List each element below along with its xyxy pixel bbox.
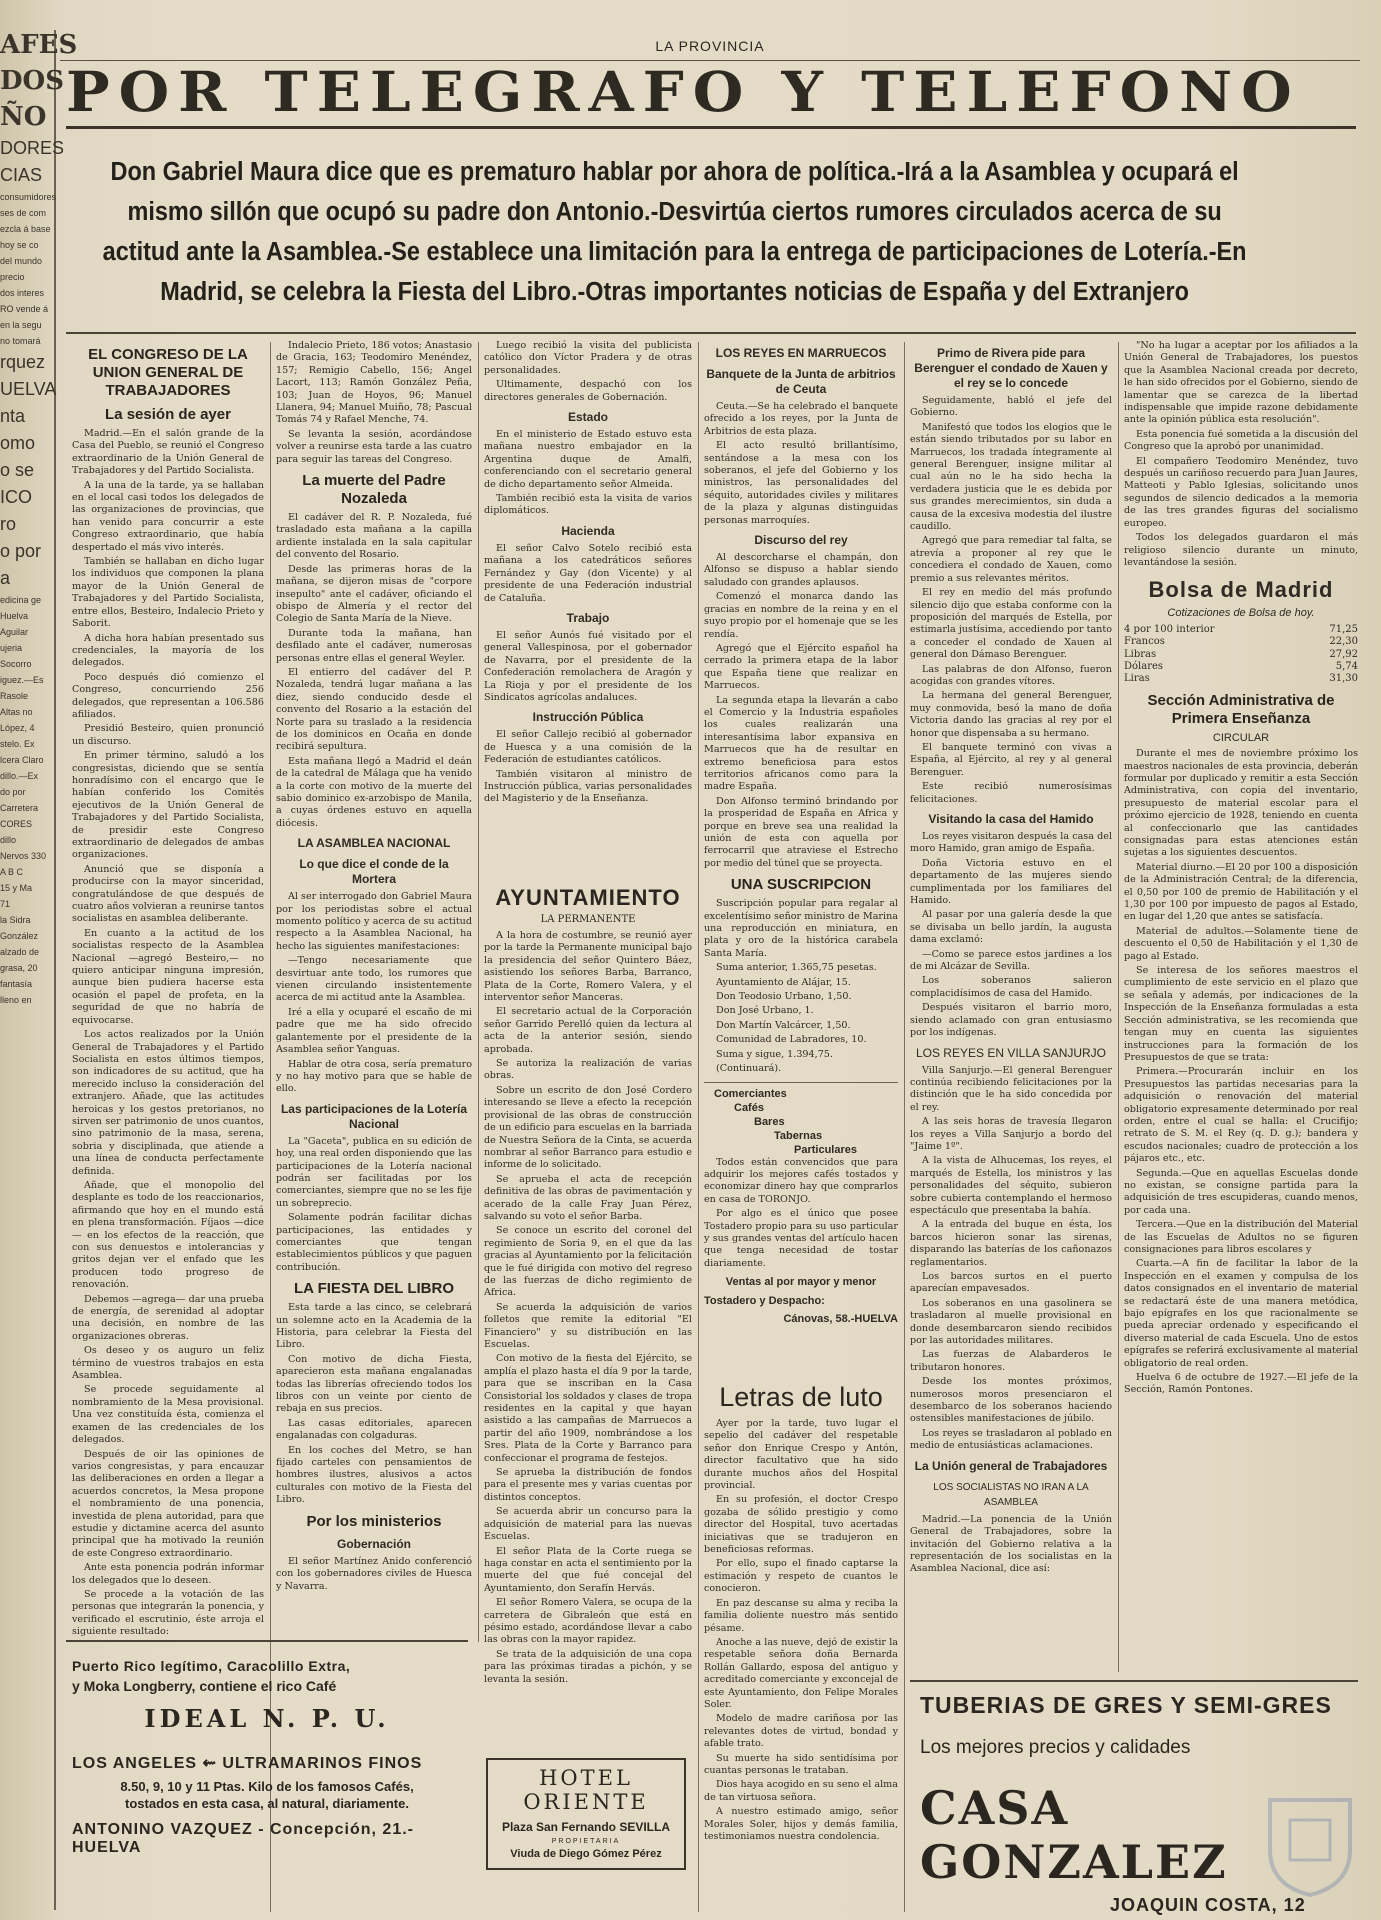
article-paragraph: Los reyes visitaron después la casa del moro Hamido, gran amigo de España.	[910, 831, 1112, 855]
strip-fragment: Rasole	[0, 691, 29, 701]
article-paragraph: (Continuará).	[716, 1063, 782, 1075]
article-body	[484, 429, 692, 518]
article-subheading: Discurso del rey	[754, 533, 848, 548]
article-body	[276, 1556, 472, 1593]
advert-owner: ANTONINO VAZQUEZ - Concepción, 21.-HUELVA	[72, 1821, 414, 1856]
article-paragraph: Al ser interrogado don Gabriel Maura por los periodistas sobre el actual momento político y acerca de su actitud respecto a la Asamblea Nacional, ha hecho las siguientes manifestaciones:	[276, 891, 472, 952]
article-body	[910, 1065, 1112, 1453]
bolsa-value: 22,30	[1329, 636, 1358, 648]
strip-fragment: rquez	[0, 352, 46, 372]
strip-fragment: RO vende á	[0, 304, 49, 314]
article-subheading: La sesión de ayer	[105, 406, 231, 423]
article-paragraph: Los actos realizados por la Unión General de Trabajadores y el Partido Socialista en estos últimos tiempos, son indicadores de su actitud, que ha merecido incluso la consideración del extranjero. Añade, que las actitudes heroicas y los gestos pretorianos, no sirven ser patrimonio de unos cuantos, sino patrimonio de la masa, serena, sobria y disciplinada, que atiende a una línea de conducta perfectamente definida.	[72, 1029, 264, 1177]
strip-fragment: 71	[0, 899, 11, 909]
article-paragraph: Esta tarde a las cinco, se celebrará un solemne acto en la Academia de la Historia, para celebrar la Fiesta del Libro.	[276, 1302, 472, 1351]
strip-fragment: nta	[0, 406, 26, 426]
strip-fragment: a	[0, 568, 11, 588]
ideal-npu-advert	[66, 1640, 468, 1912]
column-divider	[478, 342, 479, 1642]
strip-fragment: ujeria	[0, 643, 23, 653]
article-paragraph: Suma y sigue, 1.394,75.	[716, 1048, 833, 1060]
article-paragraph: Al pasar por una galería desde la que se divisaba un bello jardín, la augusta dama exclamó:	[910, 909, 1112, 946]
strip-fragment: hoy se co	[0, 240, 39, 250]
article-body	[276, 1136, 472, 1274]
article-paragraph: Los barcos surtos en el puerto aparecían empavesados.	[910, 1271, 1112, 1295]
bolsa-row	[1124, 624, 1358, 636]
article-paragraph: El señor Calvo Sotelo recibió esta mañana a los catedráticos señores Fernández y Gay (don Vicente) y al presidente de una Federación industrial de Cataluña.	[484, 542, 692, 604]
article-paragraph: Se trata de la adquisición de una copa para las próximas tiradas a pichón, y se levanta la sesión.	[484, 1648, 692, 1685]
article-heading: La Unión general de Trabajadores	[914, 1458, 1108, 1473]
article-paragraph: El señor Martínez Anido conferenció con los gobernadores civiles de Huesca y Navarra.	[276, 1555, 472, 1592]
article-body	[704, 898, 898, 1075]
article-paragraph: Esta mañana llegó a Madrid el deán de la catedral de Málaga que ha venido a la corte con motivo de la muerte del sabio dominico ex-arzobispo de Manila, a cuyas órdenes estuvo en aquella diócesis.	[276, 755, 472, 829]
strip-fragment: dillo	[0, 835, 17, 845]
article-paragraph: Añade, que el monopolio del desplante es todo de los reaccionarios, afirmando que hoy en el mundo está en plena transformación. Fíjaos —dice— en los efectos de la reacción, que con sus denuestos e intolerancias y gritos dejan ver el enfado que les producen todo progreso de renovación.	[72, 1179, 264, 1291]
article-heading: AYUNTAMIENTO	[495, 885, 681, 910]
hotel-address: Plaza San Fernando SEVILLA	[501, 1820, 671, 1834]
article-paragraph: A nuestro estimado amigo, señor Morales Soler, hijos y demás familia, testimoniamos nuestra condolencia.	[704, 1806, 898, 1842]
article-paragraph: Segunda.—Que en aquellas Escuelas donde no existan, se consigne partida para la adquisición de tres escupideras, cuando menos, por cada una.	[1124, 1167, 1358, 1216]
strip-fragment: DORES	[0, 138, 65, 158]
bolsa-label: Francos	[1124, 636, 1165, 648]
article-subheading: LA PERMANENTE	[540, 914, 636, 925]
strip-fragment: López, 4	[0, 723, 35, 733]
advert-address: JOAQUIN COSTA, 12	[1110, 1895, 1306, 1915]
strip-fragment: Huelva	[0, 611, 29, 621]
article-heading: Trabajo	[566, 610, 610, 625]
article-paragraph: A la entrada del buque en ésta, los barcos hicieron sonar las sirenas, disparando las baterías de los cañonazos reglamentarios.	[910, 1219, 1112, 1268]
strip-fragment: del mundo	[0, 256, 43, 266]
article-paragraph: El entierro del cadáver del P. Nozaleda, tendrá lugar mañana a las diez, siendo conducido desde el convento del Rosario a la estación del Norte para su traslado a la residencia de los dominicos en Ocaña en donde recibirá sepultura.	[276, 666, 472, 753]
article-body	[276, 1302, 472, 1507]
article-paragraph: Manifestó que todos los elogios que le están siendo tributados por su labor en Marruecos, los tradada íntegramente al general Berenguer, insigne militar al cual aún no le ha sido hecha la verdadera justicia que le es debida por sus grandes merecimientos, sin duda a causa de la excesiva modestia del ilustre caudillo.	[910, 421, 1112, 533]
article-paragraph: A dicha hora habían presentado sus credenciales, la mayoría de los delegados.	[72, 632, 264, 669]
article-paragraph: Cuarta.—A fin de facilitar la labor de la Inspección en el examen y compulsa de los datos consignados en el inventario de material se redactará éste de una manera metódica, bajo epígrafes en los que racionalmente se pueda apreciar ordenado y especificando el diverso material de cada Escuela. Uno de estos epígrafes se referirá exclusivamente al material obligatorio de real orden.	[1124, 1258, 1358, 1369]
article-body	[276, 512, 472, 830]
toronjo-advert	[704, 1082, 898, 1326]
article-body	[484, 729, 692, 805]
article-paragraph: Don Teodosio Urbano, 1,50.	[716, 991, 852, 1003]
article-paragraph: Dios haya acogido en su seno el alma de tan virtuosa señora.	[704, 1779, 898, 1803]
article-paragraph: Se interesa de los señores maestros el cumplimiento de este servicio en el plazo que se señala y además, por indicaciones de la Inspección de la Enseñanza formuladas a esta Sección administrativa, se les recomienda que tengan muy en cuenta las siguientes instrucciones para la formación de los Presupuestos de que se trata:	[1124, 965, 1358, 1063]
bolsa-row	[1124, 649, 1358, 661]
article-heading: Visitando la casa del Hamido	[928, 812, 1094, 826]
strip-fragment: CIAS	[0, 165, 43, 185]
column-six	[1124, 340, 1358, 1660]
column-divider	[1118, 342, 1119, 1672]
article-paragraph: Comunidad de Labradores, 10.	[716, 1034, 867, 1046]
article-congreso-ugt	[72, 340, 264, 1638]
column-divider	[698, 342, 699, 1912]
strip-fragment: do por	[0, 787, 26, 797]
strip-fragment: AFES	[0, 30, 78, 60]
article-body	[910, 831, 1112, 1040]
article-paragraph: También se hallaban en dicho lugar los individuos que componen la plana mayor de la Unión General de Trabajadores y del Partido Socialista, entre ellos, Besteiro, Indalecio Prieto y Saborit.	[72, 556, 264, 630]
advert-prices: 8.50, 9, 10 y 11 Ptas. Kilo de los famosos Cafés,	[120, 1779, 414, 1794]
article-paragraph: El secretario actual de la Corporación señor Garrido Perelló quien da lectura al acta de la anterior sesión, siendo aprobada.	[484, 1006, 692, 1055]
advert-ventas: Ventas al por mayor y menor	[725, 1276, 877, 1289]
article-paragraph: Iré a ella y ocuparé el escaño de mi padre que me ha sido ofrecido galantemente por el presidente de la Asamblea señor Yanguas.	[276, 1006, 472, 1056]
article-subheading: Gobernación	[336, 1536, 411, 1551]
article-paragraph: La "Gaceta", publica en su edición de hoy, una real orden disponiendo que las participaciones de la Lotería nacional podrán ser facilitadas por los comerciantes, siempre que no se les fije un sobreprecio.	[276, 1135, 472, 1209]
article-paragraph: Desde las primeras horas de la mañana, se dijeron misas de "corpore insepulto" ante el cadáver, oficiando el obispo de Almería y el rector del Colegio de Santa María de la Nieve.	[276, 563, 472, 625]
article-paragraph: Os deseo y os auguro un feliz término de vuestros trabajos en esta Asamblea.	[72, 1345, 264, 1382]
headline-rule	[66, 332, 1356, 334]
article-paragraph: Los soberanos en una gasolinera se trasladaron al muelle provisional en donde desembarcaron siendo recibidos por las autoridades militares.	[910, 1297, 1112, 1347]
article-heading: Las participaciones de la Lotería Nacional	[280, 1101, 468, 1131]
column-two	[276, 340, 472, 1600]
article-paragraph: Ayer por la tarde, tuvo lugar el sepelio del cadáver del respetable señor don Enrique Crespo y Antón, director facultativo que ha sido durante muchos años del Hospital provincial.	[704, 1418, 898, 1492]
strip-fragment: ICO	[0, 487, 33, 507]
article-paragraph: Don Martín Valcárcer, 1,50.	[716, 1019, 851, 1031]
article-paragraph: A la hora de costumbre, se reunió ayer por la tarde la Permanente municipal bajo la presidencia del señor Quintero Báez, asistiendo los señores Barba, Barranco, Plata de la Corte, Romero Valera, y el interventor señor Manceras.	[484, 930, 692, 1004]
column-five	[910, 340, 1112, 1660]
strip-fragment: UELVA	[0, 379, 57, 399]
advert-line: Bares	[754, 1115, 785, 1128]
article-paragraph: Agregó que para remediar tal falta, se atrevía a proponer al rey que le concediera el condado de Xauen, como premio a sus relevantes méritos.	[910, 535, 1112, 584]
article-paragraph: Huelva 6 de octubre de 1927.—El jefe de la Sección, Ramón Pontones.	[1124, 1372, 1358, 1396]
article-paragraph: Se acuerda la adquisición de varios folletos que remite la editorial "El Financiero" y su distribución en las Escuelas.	[484, 1301, 692, 1350]
article-paragraph: Doña Victoria estuvo en el departamento de las mujeres siendo cumplimentada por los familiares del Hamido.	[910, 857, 1112, 907]
article-paragraph: Todos los delegados guardaron el más religioso silencio durante un minuto, levantándose la sesión.	[1124, 532, 1358, 568]
article-paragraph: Solamente podrán facilitar dichas participaciones, las entidades y comerciantes que tengan establecimientos públicos y que paguen contribución.	[276, 1212, 472, 1273]
article-paragraph: Ante esta ponencia podrán informar los delegados que lo deseen.	[72, 1562, 264, 1586]
article-paragraph: A la una de la tarde, ya se hallaban en el local casi todos los delegados de las organizaciones de provincias, que han venido para concurrir a este Congreso extraordinario, que había despertado el más vivo interés.	[72, 479, 264, 553]
article-body	[704, 552, 898, 870]
article-paragraph: Por algo es el único que posee Tostadero propio para su uso particular y sus grandes ventas del artículo hacen que tenga necesidad de tostar diariamente.	[704, 1208, 898, 1269]
article-paragraph: La segunda etapa la llevarán a cabo el Comercio y la Industria españoles los cuales realizarán una interesantísima labor expansiva en Marruecos que ha de resultar en extremo beneficiosa para estos territorios africanos como para la madre España.	[704, 694, 898, 793]
article-paragraph: También visitaron al ministro de Instrucción pública, varias personalidades del Magisterio y de la Enseñanza.	[484, 768, 692, 805]
bolsa-row	[1124, 673, 1358, 685]
strip-fragment: dillo.—Ex	[0, 771, 39, 781]
strip-fragment: Carretera	[0, 803, 39, 813]
strip-fragment: Socorro	[0, 659, 32, 669]
article-subheading: Lo que dice el conde de la Mortera	[299, 857, 449, 887]
article-paragraph: El señor Aunós fué visitado por el general Vallespinosa, por el gobernador de Navarra, por el presidente de la Confederación remolachera de Aragón y La Rioja y por el presidente de los Sindicatos agrícolas andaluces.	[484, 629, 692, 703]
bolsa-value: 5,74	[1335, 660, 1358, 672]
article-paragraph: Luego recibió la visita del publicista católico don Víctor Pradera y de otras personalidades.	[484, 340, 692, 376]
article-paragraph: El cadáver del R. P. Nozaleda, fué trasladado esta mañana a la capilla ardiente instalada en la sala capitular del convento del Rosario.	[276, 512, 472, 561]
article-paragraph: Los reyes se trasladaron al poblado en medio de entusiásticas aclamaciones.	[910, 1427, 1112, 1452]
article-heading: Primo de Rivera pide para Berenguer el condado de Xauen y el rey se lo concede	[914, 346, 1108, 390]
article-paragraph: —Como se parece estos jardines a los de mi Alcázar de Sevilla.	[910, 948, 1112, 973]
article-heading: Bolsa de Madrid	[1148, 577, 1334, 603]
article-paragraph: En los coches del Metro, se han fijado carteles con pensamientos de hombres ilustres, alusivos a actos culturales con motivo de la Fiesta del Libro.	[276, 1444, 472, 1506]
article-paragraph: La hermana del general Berenguer, muy conmovida, besó la mano de doña Victoria dando las gracias al rey por el honor que dispensaba a su hermano.	[910, 690, 1112, 739]
article-paragraph: Poco después dió comienzo el Congreso, concurriendo 256 delegados, que representan a 106.586 afiliados.	[72, 671, 264, 720]
article-paragraph: Ayuntamiento de Alájar, 15.	[716, 976, 851, 988]
strip-fragment: ses de com	[0, 208, 47, 218]
article-paragraph: Primera.—Procurarán incluir en los Presupuestos las partidas necesarias para la adquisición o renovación del material obligatorio expresamente determinado por real orden, entre el cual se halla: el Crucifijo; retrato de S. M. el Rey (q. D. g.); bandera y escudos nacionales; cuadro de protección a los pájaros etc., etc.	[1124, 1066, 1358, 1165]
strip-fragment: lcera Claro	[0, 755, 44, 765]
article-paragraph: Don Alfonso terminó brindando por la prosperidad de España en Africa y porque en breve sea una realidad la unión de esta con aquella por ferrocarril que atraviese el Estrecho por medio del túnel que se proyecta.	[704, 795, 898, 869]
advert-line: Comerciantes	[714, 1087, 787, 1100]
title-rule	[66, 126, 1356, 129]
strip-fragment: ÑO	[0, 102, 47, 132]
article-paragraph: Modelo de madre cariñosa por las relevantes dotes de virtud, bondad y afable trato.	[704, 1713, 898, 1750]
strip-fragment: A B C	[0, 867, 24, 877]
bolsa-label: Dólares	[1124, 660, 1164, 672]
article-paragraph: Madrid.—La ponencia de la Unión General de Trabajadores, sobre la invitación del Gobierno relativa a la representación de los socialistas en la Asamblea Nacional, dice así:	[910, 1513, 1112, 1575]
article-paragraph: Madrid.—En el salón grande de la Casa del Pueblo, se reunió el Congreso extraordinario de la Unión General de Trabajadores y del Partido Socialista.	[72, 428, 264, 477]
article-body	[484, 930, 692, 1686]
article-paragraph: Se conoce un escrito del coronel del regimiento de Soria 9, en el que da las gracias al Ayuntamiento por la felicitación que le fué dirigida con motivo del regreso de las fuerzas de dicho regimiento de Africa.	[484, 1225, 692, 1299]
article-paragraph: El señor Plata de la Corte ruega se haga constar en acta el sentimiento por la muerte del que fué concejal del Ayuntamiento, don Serafín Hervás.	[484, 1545, 692, 1594]
bolsa-label: Liras	[1124, 673, 1150, 685]
article-paragraph: Se acuerda abrir un concurso para la adquisición de material para las nuevas Escuelas.	[484, 1506, 692, 1543]
article-paragraph: Presidió Besteiro, quien pronunció un discurso.	[72, 723, 264, 747]
article-paragraph: Se autoriza la realización de varias obras.	[484, 1058, 692, 1082]
article-heading: Letras de luto	[719, 1382, 883, 1412]
article-paragraph: Se aprueba la distribución de fondos para el presente mes y varias cuentas por distintos conceptos.	[484, 1467, 692, 1503]
article-paragraph: Villa Sanjurjo.—El general Berenguer continúa recibiendo felicitaciones por la distinción que le ha sido concedida por el rey.	[910, 1064, 1112, 1113]
hotel-name: HOTEL ORIENTE	[523, 1766, 649, 1814]
article-paragraph: Al descorcharse el champán, don Alfonso se dispuso a hablar siendo saludado con grandes aplausos.	[704, 552, 898, 588]
article-paragraph: Este recibió numerosísimas felicitaciones.	[910, 781, 1112, 805]
strip-fragment: o se	[0, 460, 35, 480]
bolsa-table	[1124, 624, 1358, 686]
article-paragraph: El compañero Teodomiro Menéndez, tuvo después un cariñoso recuerdo para Juan Jaures, Matteoti y Pablo Iglesias, solicitando unos segundos de silencio dedicados a la memoria de las tres grandes figuras del socialismo europeo.	[1124, 455, 1358, 529]
article-body	[276, 340, 472, 466]
article-paragraph: Su muerte ha sido sentidísima por cuantas personas le trataban.	[704, 1752, 898, 1776]
article-paragraph: En el ministerio de Estado estuvo esta mañana nuestro embajador en la Argentina duque de Amalfi, conferenciando con el secretario general de dicho departamento señor Almeida.	[484, 429, 692, 490]
article-paragraph: En paz descanse su alma y reciba la familia doliente nuestro más sentido pésame.	[704, 1597, 898, 1634]
column-divider	[904, 342, 905, 1912]
advert-brand: CASA GONZALEZ	[920, 1781, 1228, 1889]
advert-line: y Moka Longberry, contiene el rico Café	[72, 1678, 337, 1694]
article-paragraph: Debemos —agrega— dar una prueba de energía, de serenidad al adoptar una decisión, en nombre de las organizaciones obreras.	[72, 1293, 264, 1342]
article-body	[1124, 748, 1358, 1397]
bolsa-row	[1124, 636, 1358, 648]
article-body	[704, 1157, 898, 1271]
article-paragraph: Los soberanos salieron complacidísimos de casa del Hamido.	[910, 975, 1112, 999]
bolsa-subheading: Cotizaciones de Bolsa de hoy.	[1167, 607, 1315, 620]
article-paragraph: Después de oir las opiniones de varios congresistas, y para encauzar las deliberaciones en orden a llegar a acuerdos concretos, la Mesa propone el nombramiento de una ponencia, investida de plena autoridad, para que estudie y dictamine acerca del asunto principal que ha motivado la reunión de este Congreso extraordinario.	[72, 1448, 264, 1559]
article-paragraph: A la vista de Alhucemas, los reyes, el marqués de Estella, los ministros y las personalidades del séquito, subieron sobre cubierta contemplando el hermoso espectáculo que presentaba la bahía.	[910, 1155, 1112, 1216]
advert-line: Cafés	[734, 1101, 764, 1114]
hotel-oriente-advert	[486, 1758, 686, 1870]
bolsa-label: Libras	[1124, 648, 1157, 660]
article-paragraph: Suma anterior, 1.365,75 pesetas.	[716, 962, 877, 974]
article-paragraph: Esta ponencia fué sometida a la discusión del Congreso que la aprobó por unanimidad.	[1124, 428, 1358, 453]
article-body	[910, 1514, 1112, 1576]
strip-fragment: precio	[0, 272, 25, 282]
article-body	[484, 630, 692, 704]
article-paragraph: Las palabras de don Alfonso, fueron acogidas con grandes vítores.	[910, 663, 1112, 687]
strip-fragment: iguez.—Es	[0, 675, 44, 685]
article-body	[72, 428, 264, 1639]
article-paragraph: Se aprueba el acta de recepción definitiva de las obras de pavimentación y acerado de la calle Fray Juan Pérez, salvando su voto el señor Barba.	[484, 1173, 692, 1222]
advert-brand: IDEAL N. P. U.	[144, 1704, 390, 1733]
column-four	[704, 340, 898, 1460]
strip-fragment: o por	[0, 541, 42, 561]
article-paragraph: Todos están convencidos que para adquirir los mejores cafés tostados y economizar dinero hay que comprarlos en casa de TORONJO.	[704, 1156, 898, 1205]
adjacent-page-strip	[0, 30, 78, 1910]
article-paragraph: En cuanto a la actitud de los socialistas respecto de la Asamblea Nacional —agregó Besteiro,— no quiero anticipar ninguna impresión, aunque bien pudiera hacerse esta ocasión el papel de profeta, en la seguridad de que no habría de equivocarse.	[72, 927, 264, 1026]
article-subheading: CIRCULAR	[1212, 731, 1270, 744]
article-paragraph: El acto resultó brillantísimo, sentándose a la mesa con los soberanos, el jefe del Gobierno y los ministros, las personalidades del séquito, autoridades civiles y militares de la plaza y algunas distinguidas personas marroquíes.	[704, 440, 898, 526]
article-paragraph: Durante toda la mañana, han desfilado ante el cadáver, numerosas personas entre ellas el general Weyler.	[276, 627, 472, 664]
article-paragraph: Durante el mes de noviembre próximo los maestros nacionales de esta provincia, deberán formular por duplicado y remitir a esta Sección Administrativa, con copia del inventario, presupuesto de material escolar para el próximo ejercicio de 1928, teniendo en cuenta al confeccionarlo que las cantidades consignadas para estas atenciones están sujetas a los siguientes descuentos.	[1124, 748, 1358, 859]
advert-line: Tabernas	[774, 1129, 823, 1142]
article-paragraph: Por ello, supo el finado captarse la estimación y respeto de cuantos le conocieron.	[704, 1558, 898, 1595]
bolsa-value: 31,30	[1329, 673, 1358, 685]
article-paragraph: Las casas editoriales, aparecen engalanadas con colgaduras.	[276, 1417, 472, 1442]
strip-fragment: stelo. Ex	[0, 739, 35, 749]
library-seal-watermark	[1260, 1790, 1360, 1900]
article-heading: UNA SUSCRIPCION	[730, 876, 872, 894]
strip-fragment: ro	[0, 514, 17, 534]
article-heading: La muerte del Padre Nozaleda	[302, 472, 446, 508]
bolsa-label: 4 por 100 interior	[1124, 623, 1215, 635]
hotel-owner: Viuda de Diego Gómez Pérez	[510, 1848, 662, 1860]
article-paragraph: Comenzó el monarca dando las gracias en nombre de la reina y en el suyo propio por el homenaje que se les rendía.	[704, 591, 898, 640]
article-paragraph: Las fuerzas de Alabarderos le tributaron honores.	[910, 1349, 1112, 1373]
main-headline: Don Gabriel Maura dice que es prematuro hablar por ahora de política.-Irá a la Asamblea y ocupará el mismo sillón que ocupó su padre don Antonio.-Desvirtúa ciertos rumores circulados acerca de su actitud ante la Asamblea.-Se establece una limitación para la entrega de participaciones de Lotería.-En Madrid, se celebra la Fiesta del Libro.-Otras importantes noticias de España y del Extranjero	[102, 158, 1247, 306]
article-letras-de-luto	[704, 1418, 898, 1908]
strip-fragment: González	[0, 931, 39, 941]
article-paragraph: Se procede seguidamente al nombramiento de la Mesa provisional. Una vez constituída ésta, comienza el examen de las credenciales de los delegados.	[72, 1384, 264, 1446]
article-body	[704, 401, 898, 527]
article-paragraph: "No ha lugar a aceptar por los afiliados a la Unión General de Trabajadores, los puestos que la Asamblea Nacional creada por decreto, le han sido ofrecidos por el Gobierno, siendo de lamentar que se carezca de la libertad indispensable que impide razone debidamente ante la opinión pública esta resolución".	[1124, 340, 1358, 426]
strip-fragment: consumidores	[0, 192, 57, 202]
advert-line: Particulares	[794, 1143, 857, 1156]
advert-lines	[704, 1087, 898, 1157]
article-paragraph: En primer término, saludó a los congresistas, diciendo que se sentía honradísimo con el encargo que le habían conferido los Comités ejecutivos de la Unión General de Trabajadores y del Partido Socialista, de presidir este Congreso extraordinario de delegados de ambas organizaciones.	[72, 750, 264, 861]
strip-fragment: 15 y Ma	[0, 883, 33, 893]
masthead: LA PROVINCIA	[60, 38, 1360, 61]
article-subheading: LOS SOCIALISTAS NO IRAN A LA ASAMBLEA	[933, 1481, 1089, 1508]
article-heading: Hacienda	[561, 523, 615, 538]
article-paragraph: Hablar de otra cosa, sería prematuro y no hay motivo para que se hable de ello.	[276, 1058, 472, 1095]
advert-tostadero: Tostadero y Despacho:	[704, 1294, 825, 1307]
strip-fragment: grasa, 20	[0, 963, 38, 973]
strip-fragment: CORES	[0, 819, 33, 829]
advert-prices: tostados en esta casa, al natural, diariamente.	[125, 1796, 409, 1811]
strip-fragment: lleno en	[0, 995, 32, 1005]
article-paragraph: Se procede a la votación de las personas que integrarán la ponencia, y verificado el escrutinio, éste arroja el siguiente resultado:	[72, 1588, 264, 1638]
article-paragraph: Ultimamente, despachó con los directores generales de Gobernación.	[484, 379, 692, 403]
article-paragraph: Tercera.—Que en la distribución del Material de las Escuelas de Adultos no se figuren consignaciones para libros escolares y	[1124, 1219, 1358, 1255]
advert-shop: LOS ANGELES ⇜ ULTRAMARINOS FINOS	[72, 1755, 423, 1772]
article-ayuntamiento	[484, 930, 692, 1770]
article-paragraph: Anoche a las nueve, dejó de existir la respetable señora doña Bernarda Rollán Gallardo, esposa del antiguo y acreditado comerciante y exconcejal de este Ayuntamiento, don Felipe Morales Soler.	[704, 1636, 898, 1710]
strip-fragment: Nervos 330	[0, 851, 47, 861]
article-body	[484, 543, 692, 605]
article-paragraph: El señor Romero Valera, se ocupa de la carretera de Gibraleón que está en pésimo estado, acordándose llevar a cabo las obras con la mayor rapidez.	[484, 1597, 692, 1646]
strip-fragment: omo	[0, 433, 36, 453]
article-paragraph: El señor Callejo recibió al gobernador de Huesca y a una comisión de la Federación de estudiantes católicos.	[484, 729, 692, 766]
strip-fragment: la Sidra	[0, 915, 31, 925]
article-subheading: Banquete de la Junta de arbitrios de Ceuta	[706, 367, 896, 396]
article-paragraph: Indalecio Prieto, 186 votos; Anastasio de Gracia, 163; Teodomiro Menéndez, 157; Remigio Cabello, 156; Angel Lacort, 113; Ramón González Peña, 103; Juan de Hoyos, 96; Manuel Llanera, 94; Manuel Muiño, 78; Pascual Tomás 74 y Rafael Menche, 74.	[276, 340, 472, 426]
article-paragraph: Agregó que el Ejército español ha cerrado la primera etapa de la labor que España tiene que realizar en Marruecos.	[704, 642, 898, 692]
article-heading: LA ASAMBLEA NACIONAL	[297, 836, 451, 851]
advert-line: Los mejores precios y calidades	[920, 1737, 1191, 1758]
article-heading: Instrucción Pública	[532, 710, 644, 725]
article-paragraph: Se levanta la sesión, acordándose volver a reunirse esta tarde a las cuatro para seguir las tareas del Congreso.	[276, 428, 472, 465]
article-body	[276, 891, 472, 1096]
article-paragraph: A las seis horas de travesía llegaron los reyes a Villa Sanjurjo a bordo del "Jaime 1º".	[910, 1116, 1112, 1152]
strip-fragment: dos interes	[0, 288, 45, 298]
bolsa-value: 27,92	[1329, 648, 1358, 660]
strip-fragment: en la segu	[0, 320, 42, 330]
article-paragraph: Seguidamente, habló el jefe del Gobierno.	[910, 395, 1112, 419]
article-paragraph: Suscripción popular para regalar al excelentísimo señor ministro de Marina una reproducción en miniatura, en plata y oro de la histórica carabela Santa María.	[704, 898, 898, 959]
strip-fragment: no tomará	[0, 336, 41, 346]
article-paragraph: —Tengo necesariamente que desvirtuar ante todo, los rumores que vienen circulando insistentemente acerca de mi actitud ante la Asamblea.	[276, 955, 472, 1004]
article-paragraph: También recibió esta la visita de varios diplomáticos.	[484, 493, 692, 517]
article-paragraph: El rey en medio del más profundo silencio dijo que estaba conforme con la proposición del marqués de Estella, por estimarla justísima, accediendo por tanto a conceder el condado de Xauen al general don Dámaso Berenguer.	[910, 587, 1112, 661]
article-heading: LA FIESTA DEL LIBRO	[294, 1280, 454, 1298]
article-paragraph: El banquete terminó con vivas a España, al Ejército, al rey y al general Berenguer.	[910, 741, 1112, 778]
article-heading: Sección Administrativa de Primera Enseñanza	[1147, 691, 1335, 727]
article-paragraph: Don José Urbano, 1.	[716, 1005, 814, 1017]
article-heading: LOS REYES EN VILLA SANJURJO	[915, 1045, 1107, 1060]
article-body	[1124, 340, 1358, 569]
bolsa-row	[1124, 661, 1358, 673]
article-paragraph: Material de adultos.—Solamente tiene de descuento el 0,50 de Habilitación y el 1,30 de pago al Estado.	[1124, 925, 1358, 962]
article-paragraph: Con motivo de dicha Fiesta, aparecieron esta mañana engalanadas todas las librerías ofreciendo todos los libros con un veinte por ciento de rebaja en sus precios.	[276, 1353, 472, 1415]
strip-fragment: Altas no	[0, 707, 33, 717]
article-paragraph: Desde los montes próximos, numerosos moros presenciaron el desembarco de los soberanos haciendo ostensibles manifestaciones de júbilo.	[910, 1376, 1112, 1425]
article-body	[704, 1418, 898, 1843]
article-paragraph: Ceuta.—Se ha celebrado el banquete ofrecido a los reyes, por la Junta de Arbitrios de esta plaza.	[704, 401, 898, 437]
article-body	[484, 340, 692, 404]
hotel-owner-label: PROPIETARIA	[551, 1838, 621, 1845]
article-paragraph: Con motivo de la fiesta del Ejército, se amplía el plazo hasta el día 9 por la tarde, para que se inscriban en la Casa Consistorial los soldados y clases de tropa residentes en la capital y que hayan asistido a las campañas de Marruecos a partir del año 1909, nombrándose a los Sres. Plata de la Corte y Barranco para confeccionar el programa de festejos.	[484, 1353, 692, 1464]
section-title: POR TELEGRAFO Y TELEFONO	[66, 59, 1301, 125]
article-paragraph: Material diurno.—El 20 por 100 a disposición de la Administración Central; de la diferencia, el 0,50 por 100 de premio de Habilitación y el 1,30 por 100 por impuesto de pagos al Estado, en lugar del 1,20 que antes se satisfacía.	[1124, 861, 1358, 923]
bolsa-value: 71,25	[1329, 623, 1358, 635]
article-paragraph: En su profesión, el doctor Crespo gozaba de sólido prestigio y como director del Hospital, tuvo acertadas iniciativas que se tradujeron en beneficiosas reformas.	[704, 1494, 898, 1556]
strip-fragment: alzado de	[0, 947, 40, 957]
article-paragraph: Sobre un escrito de don José Cordero interesando se lleve a efecto la recepción provisional de las obras de construcción de un edificio para escuelas en la barriada de Nuestra Señora de la Cinta, se acuerda nombrar al señor Barranco para estudio e informe de lo solicitado.	[484, 1084, 692, 1171]
strip-fragment: Aguilar	[0, 627, 29, 637]
article-body	[910, 395, 1112, 806]
article-heading: Estado	[567, 410, 608, 425]
advert-address: Cánovas, 58.-HUELVA	[783, 1312, 898, 1325]
article-heading: LOS REYES EN MARRUECOS	[715, 346, 887, 360]
strip-fragment: ezcla á base	[0, 224, 51, 234]
strip-fragment: fantasía	[0, 979, 33, 989]
advert-line: Puerto Rico legítimo, Caracolillo Extra,	[72, 1658, 351, 1674]
article-paragraph: Después visitaron el barrio moro, siendo aclamado con gran entusiasmo por los indígenas.	[910, 1002, 1112, 1039]
article-heading: Por los ministerios	[306, 1512, 442, 1530]
article-paragraph: Anunció que se disponía a producirse con la mayor sinceridad, congratulándose de que después de cuatro años volvieran a reunirse tantos socialistas en asamblea deliberante.	[72, 863, 264, 925]
advert-line: TUBERIAS DE GRES Y SEMI-GRES	[920, 1692, 1332, 1718]
strip-fragment: edicina ge	[0, 595, 42, 605]
strip-fragment: DOS	[0, 66, 64, 96]
article-heading: EL CONGRESO DE LA UNION GENERAL DE TRABAJADORES	[88, 346, 248, 399]
